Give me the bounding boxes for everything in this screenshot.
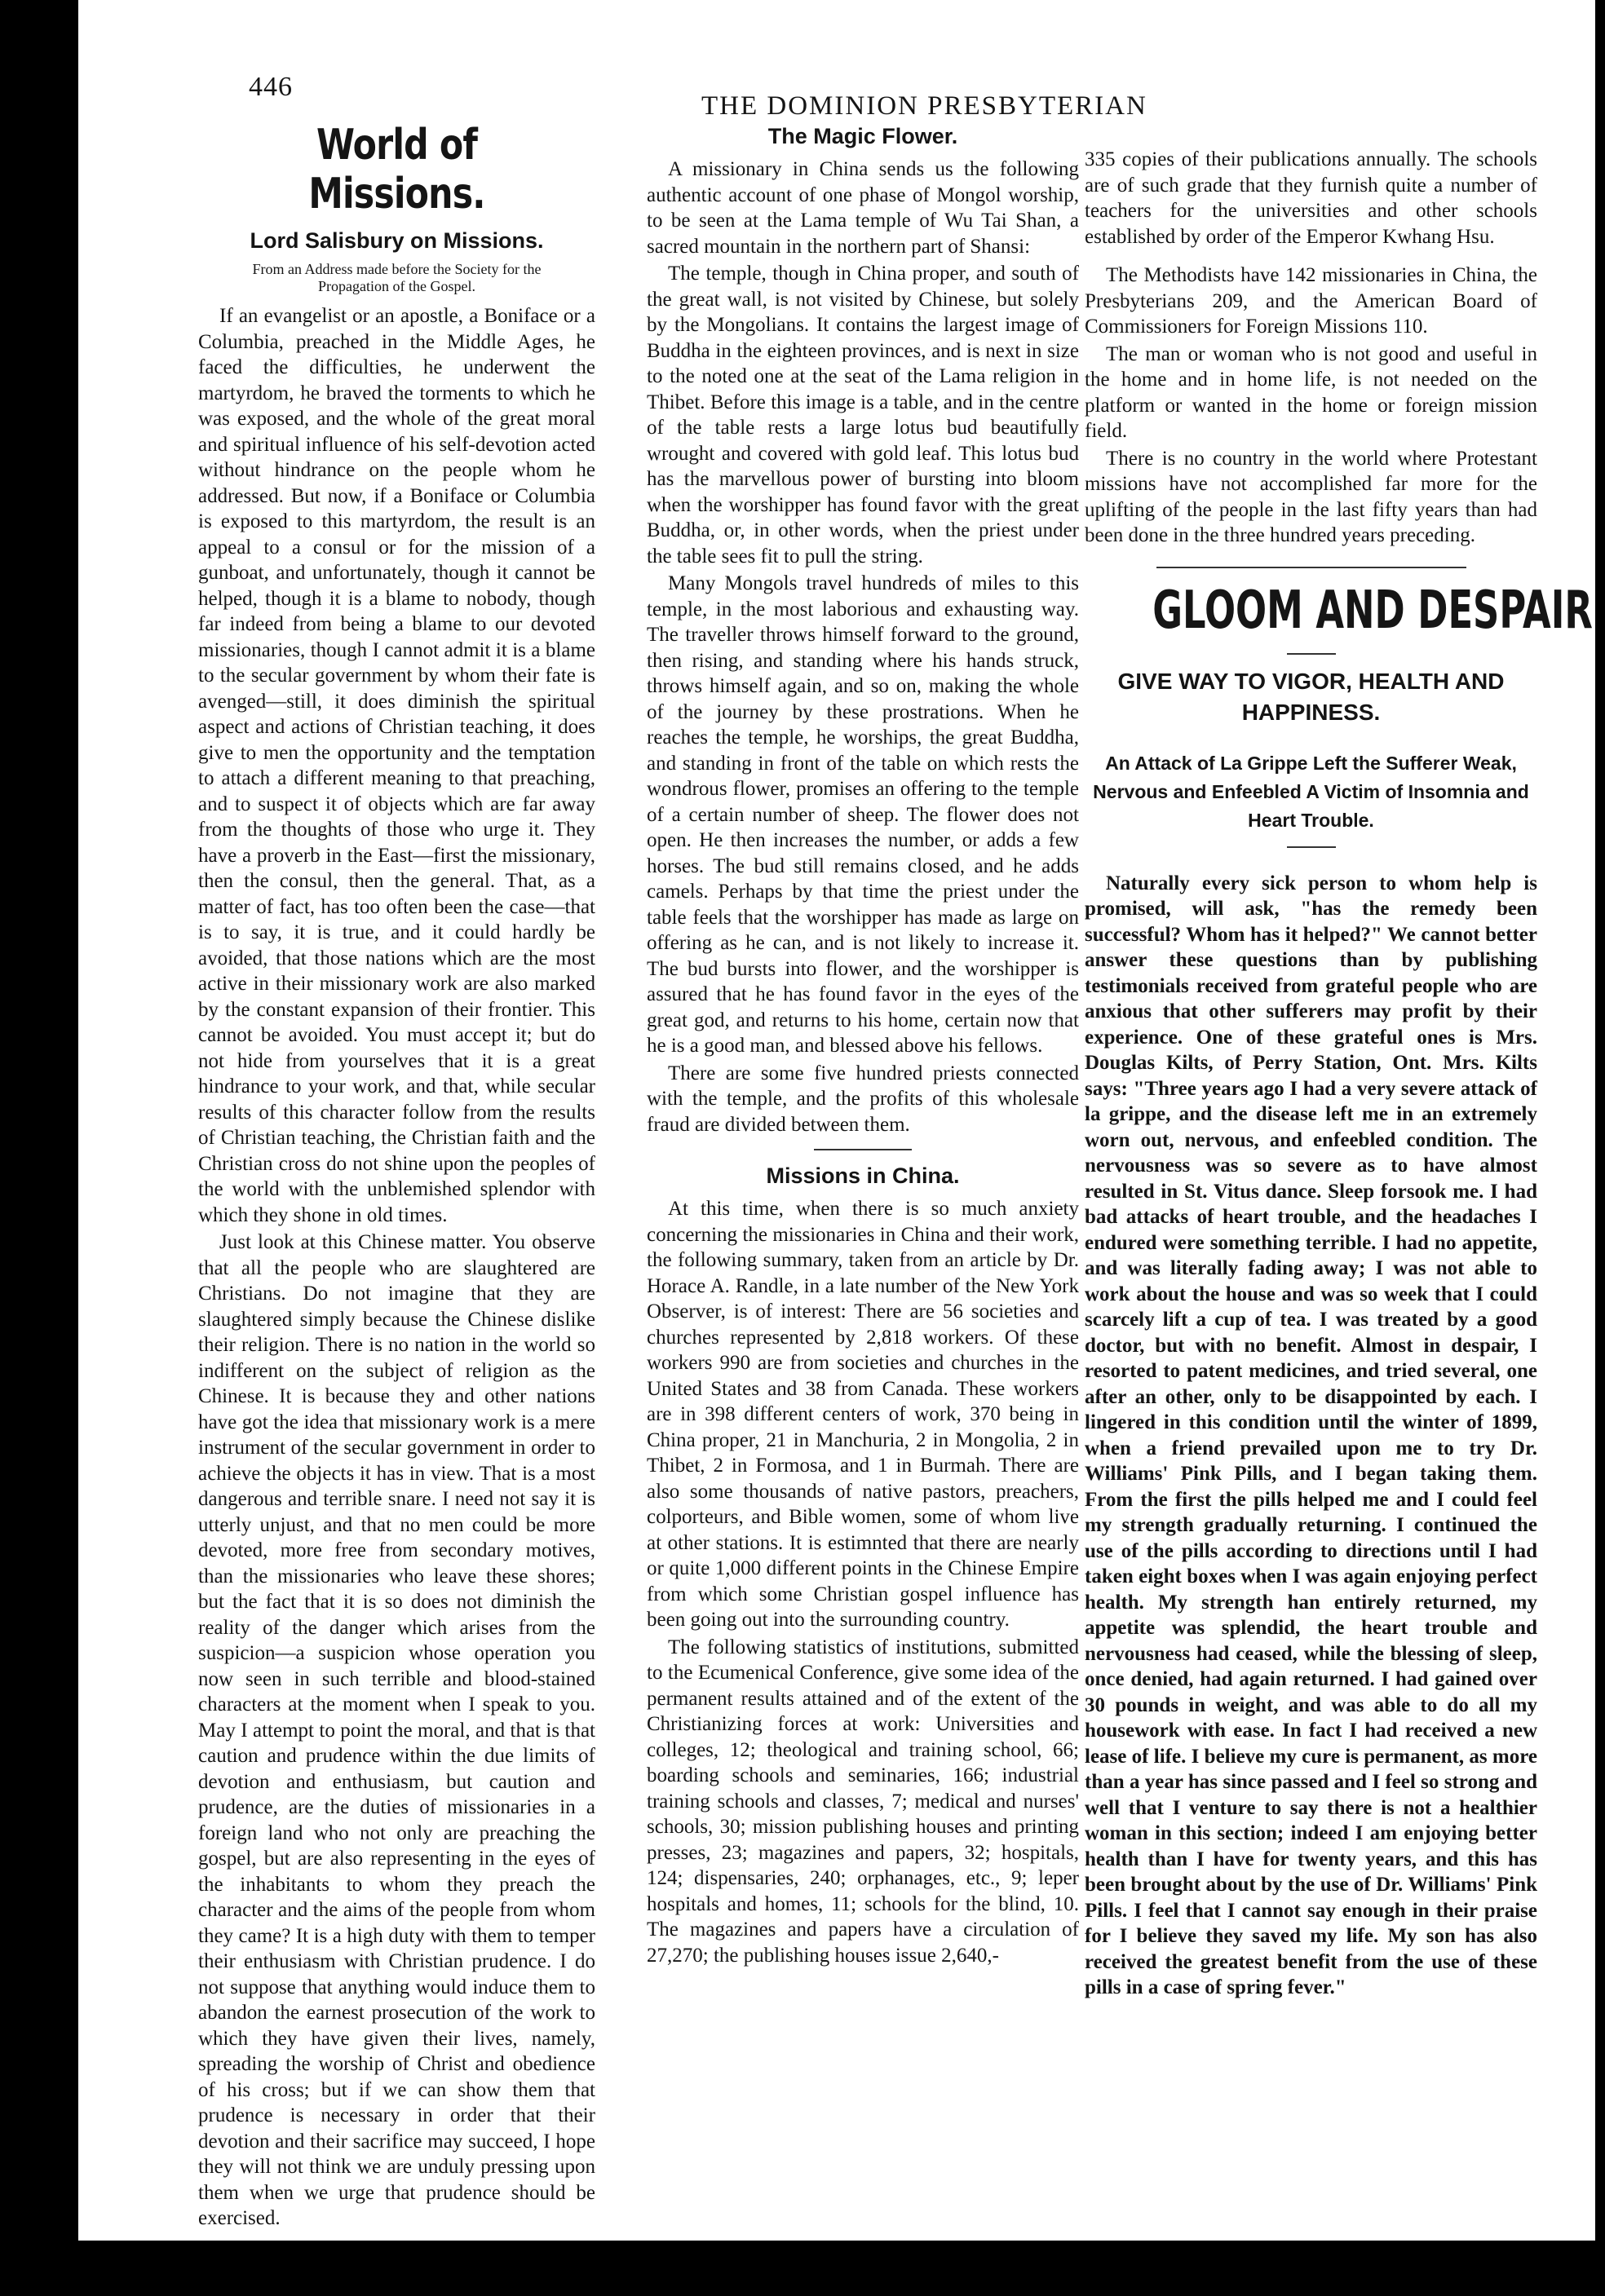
article-paragraph: The Methodists have 142 missionaries in China, the Presbyterians 209, and the American Board of Commissioners for Foreign Missions 110.: [1085, 264, 1537, 338]
column-2: [647, 122, 1079, 1968]
scan-border-bottom: [0, 2241, 1605, 2296]
advertisement-body: [1085, 871, 1537, 2001]
article-title-salisbury: Lord Salisbury on Missions.: [250, 228, 544, 253]
article-title-magic-flower: The Magic Flower.: [767, 124, 958, 148]
article-paragraph: The man or woman who is not good and useful in the home and in home life, is not needed on the platform or wanted in the home or foreign mission field.: [1085, 342, 1537, 442]
running-head: THE DOMINION PRESBYTERIAN: [701, 91, 1147, 121]
column-1: [198, 121, 595, 2232]
advertisement-deck: An Attack of La Grippe Left the Sufferer Weak, Nervous and Enfeebled A Victim of Insomnia and Heart Trouble.: [1093, 752, 1529, 831]
headline-rule: [1287, 653, 1336, 655]
advertisement-headline: GLOOM AND DESPAIR: [1152, 580, 1593, 641]
article-paragraph: A missionary in China sends us the following authentic account of one phase of Mongol worship, to be seen at the Lama temple of Wu Tai Shan, a sacred mountain in the northern part of Shansi:: [647, 158, 1079, 258]
page-number: 446: [249, 72, 293, 102]
article-paragraph: 335 copies of their publications annually. The schools are of such grade that they furnish quite a number of teachers for the universities and other schools established by order of the Emperor Kwhang Hsu.: [1085, 148, 1537, 248]
article-paragraph: There are some five hundred priests connected with the temple, and the profits of this wholesale fraud are divided between them.: [647, 1062, 1079, 1136]
advertisement-paragraph: Naturally every sick person to whom help is promised, will ask, "has the remedy been successful? Whom has it helped?" We cannot better answer these questions than by publishing testimonials received from grateful people who are anxious that other sufferers may profit by their experience. One of these grateful ones is Mrs. Douglas Kilts, of Perry Station, Ont. Mrs. Kilts says: "Three years ago I had a very severe attack of la grippe, and the disease left me in an extremely worn out, nervous, and enfeebled condition. The nervousness was so severe as to have almost resulted in St. Vitus dance. Sleep forsook me. I had bad attacks of heart trouble, and the headaches I endured were something terrible. I had no appetite, and was literally fading away; I was not able to work about the house and was so week that I could scarcely lift a cup of tea. I was treated by a good doctor, but with no benefit. Almost in despair, I resorted to patent medicines, and tried several, one after an other, only to be disappointed by each. I lingered in this condition until the winter of 1899, when a friend prevailed upon me to try Dr. Williams' Pink Pills, and I began taking them. From the first the pills helped me and I could feel my strength gradually returning. I continued the use of the pills according to directions until I had taken eight boxes when I was again enjoying perfect health. My strength han entirely returned, my appetite was splendid, the heart trouble and nervousness had ceased, while the blessing of sleep, once denied, had again returned. I had gained over 30 pounds in weight, and was able to do all my housework with ease. In fact I had received a new lease of life. I believe my cure is permanent, as more than a year has since passed and I feel so strong and well that I venture to say there is not a healthier woman in this section; indeed I am enjoying better health than I have for twenty years, and this has been brought about by the use of Dr. Williams' Pink Pills. I feel that I cannot say enough in their praise for I believe they saved my life. My son has also received the greatest benefit from the use of these pills in a case of spring fever.": [1085, 872, 1537, 1998]
scan-border-right: [1595, 0, 1605, 2296]
scan-border-left: [0, 0, 78, 2296]
article-paragraph: Just look at this Chinese matter. You observe that all the people who are slaughtered are Christians. Do not imagine that they are slaughtered simply because the Chinese dislike their religion. There is no nation in the world so indifferent on the subject of religion as the Chinese. It is because they and other nations have got the idea that missionary work is a mere instrument of the secular government in order to achieve the objects it has in view. That is a most dangerous and terrible snare. I need not say it is utterly unjust, and that no men could be more devoted, more free from secondary motives, than the missionaries who leave these shores; but the fact that it is so does not diminish the reality of the danger which arises from the suspicion—a suspicion whose operation you now seen in such terrible and blood-stained characters at the moment when I speak to you. May I attempt to point the moral, and that is that caution and prudence within the due limits of devotion and enthusiasm, but caution and prudence, are the duties of missionaries in a foreign land who not only are preaching the gospel, but are also representing in the eyes of the inhabitants to whom they preach the character and the aims of the people from whom they came? It is a high duty with them to temper their enthusiasm with Christian prudence. I do not suppose that anything would induce them to abandon the earnest prosecution of the work to which they have given their lives, namely, spreading the worship of Christ and obedience of his cross; but if we can show them that prudence is necessary in order that their devotion and their sacrifice may succeed, I hope they will not think we are unduly pressing upon them when we urge that prudence should be exercised.: [198, 1231, 595, 2229]
advertisement-subhead: GIVE WAY TO VIGOR, HEALTH AND HAPPINESS.: [1117, 668, 1505, 725]
advertisement-divider: [1156, 567, 1466, 568]
section-title: World of Missions.: [308, 121, 485, 219]
article-paragraph: The following statistics of institutions, submitted to the Ecumenical Conference, give some idea of the permanent results attained and of the extent of the Christianizing forces at work: Universities and colleges, 12; theological and training school, 66; boarding schools and seminaries, 166; industrial training schools and classes, 7; medical and nurses' schools, 30; mission publishing houses and printing presses, 23; magazines and papers, 32; hospitals, 124; dispensaries, 240; orphanages, etc., 9; leper hospitals and homes, 11; schools for the blind, 10. The magazines and papers have a circulation of 27,270; the publishing houses issue 2,640,-: [647, 1636, 1079, 1967]
column-3: [1085, 147, 1593, 2001]
article-paragraph: The temple, though in China proper, and south of the great wall, is not visited by Chinese, but solely by the Mongolians. It contains the largest image of Buddha in the eighteen provinces, and is next in size to the noted one at the seat of the Lama religion in Thibet. Before this image is a table, and in the centre of the table rests a large lotus bud beautifully wrought and covered with gold leaf. This lotus bud has the marvellous power of bursting into bloom when the worshipper has found favor with the great Buddha, or, in other words, when the priest under the table sees fit to pull the string.: [647, 263, 1079, 567]
article-paragraph: Many Mongols travel hundreds of miles to this temple, in the most laborious and exhausting way. The traveller throws himself forward to the ground, then rising, and standing where his hands struck, throws himself again, and so on, making the whole of the journey by these prostrations. When he reaches the temple, he worships, the great Buddha, and standing in front of the table on which rests the wondrous flower, promises an offering to the temple of a certain number of sheep. The flower does not open. He then increases the number, or adds a few horses. The bud still remains closed, and he adds camels. Perhaps by that time the priest under the table feels that the worshipper has made as large on offering as he can, and is not likely to increase it. The bud bursts into flower, and the worshipper is assured that he has found favor in the eyes of the great god, and returns to his home, certain now that he is a good man, and blessed above his fellows.: [647, 572, 1079, 1057]
article-byline: From an Address made before the Society for the Propagation of the Gospel.: [252, 261, 542, 294]
article-title-missions-china: Missions in China.: [766, 1163, 960, 1188]
article-paragraph: At this time, when there is so much anxiety concerning the missionaries in China and their work, the following summary, taken from an article by Dr. Horace A. Randle, in a late number of the New York Observer, is of interest: There are 56 societies and churches represented by 2,818 workers. Of these workers 990 are from societies and churches in the United States and 38 from Canada. These workers are in 398 different centers of work, 370 being in China proper, 21 in Manchuria, 2 in Mongolia, 2 in Thibet, 2 in Formosa, and 1 in Burmah. There are also some thousands of native pastors, preachers, colporteurs, and Bible women, some of whom live at other stations. It is estimnted that there are nearly or quite 1,000 different points in the Chinese Empire from which some Christian gospel influence has been going out into the surrounding country.: [647, 1198, 1079, 1631]
section-divider: [814, 1149, 912, 1150]
article-paragraph: There is no country in the world where Protestant missions have not accomplished far more for the uplifting of the people in the last fifty years than had been done in the three hundred years preceding.: [1085, 447, 1537, 546]
article-paragraph: If an evangelist or an apostle, a Boniface or a Columbia, preached in the Middle Ages, he faced the difficulties, he underwent the martyrdom, he braved the torments to which he was exposed, and the whole of the great moral and spiritual influence of his self-devotion acted without hindrance on the people whom he addressed. But now, if a Boniface or Columbia is exposed to this martyrdom, the result is an appeal to a consul or for the mission of a gunboat, and unfortunately, though it cannot be helped, though it is a blame to nobody, though far indeed from being a blame to our devoted missionaries, though I cannot admit it is a blame to the secular government by whom their fate is avenged—still, it does diminish the spiritual aspect and actions of Christian teaching, it does give to men the opportunity and the temptation to attach a different meaning to that preaching, and to suspect it of objects which are far away from the thoughts of those who urge it. They have a proverb in the East—first the missionary, then the consul, then the general. That, as a matter of fact, has too often been the case—that is to say, it is true, and it could hardly be avoided, that those nations which are the most active in their missionary work are also marked by the constant expansion of their frontier. This cannot be avoided. You must accept it; but do not hide from yourselves that it is a great hindrance to your work, and that, while secular results of this character follow from the results of Christian teaching, the Christian faith and the Christian cross do not shine upon the peoples of the world with the unblemished splendor with which they shone in old times.: [198, 305, 595, 1226]
deck-rule: [1287, 846, 1336, 848]
